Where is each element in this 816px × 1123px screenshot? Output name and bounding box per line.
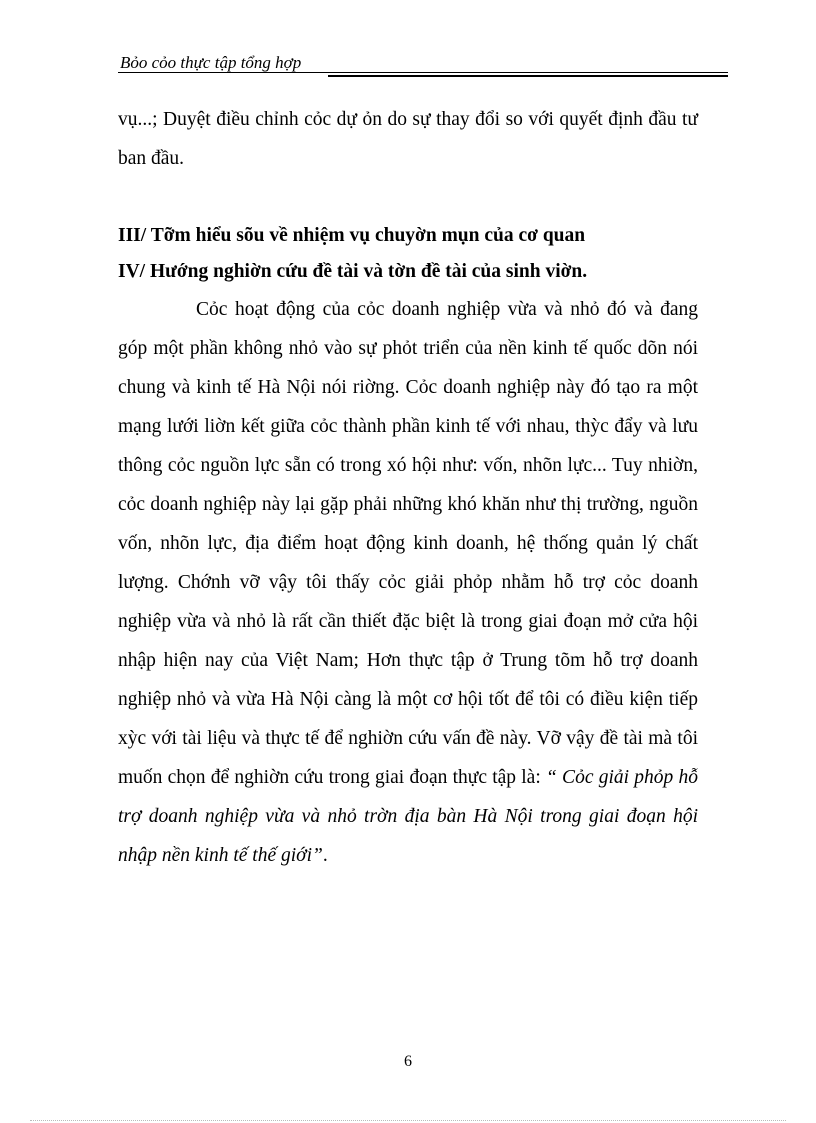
- thesis-title-quote: “ Cỏc giải phỏp hỗ trợ doanh nghiệp vừa và nhỏ trờn địa bàn Hà Nội trong giai đoạn hội nhập nền kinh tế thế giới”: [118, 767, 698, 866]
- body-paragraph: [118, 290, 698, 875]
- header-rule: [118, 72, 728, 73]
- header-title: Bỏo cỏo thực tập tổng hợp: [120, 53, 302, 72]
- section-heading-4: IV/ Hướng nghiờn cứu đề tài và tờn đề tài của sinh viờn.: [118, 261, 588, 282]
- section-heading-3: III/ Tỡm hiểu sõu về nhiệm vụ chuyờn mụn của cơ quan: [118, 225, 586, 246]
- page-header: [118, 52, 728, 76]
- body-text: Cỏc hoạt động của cỏc doanh nghiệp vừa và nhỏ đó và đang góp một phần không nhỏ vào sự phỏt triển của nền kinh tế quốc dõn nói chung và kinh tế Hà Nội nói riờng. Cỏc doanh nghiệp này đó tạo ra một mạng lưới liờn kết giữa cỏc thành phần kinh tế với nhau, thỳc đẩy và lưu thông cỏc nguồn lực sẵn có trong xó hội như: vốn, nhõn lực... Tuy nhiờn, cỏc doanh nghiệp này lại gặp phải những khó khăn như thị trường, nguồn vốn, nhõn lực, địa điểm hoạt động kinh doanh, hệ thống quản lý chất lượng. Chớnh vỡ vậy tôi thấy cỏc giải phỏp nhằm hỗ trợ cỏc doanh nghiệp vừa và nhỏ là rất cần thiết đặc biệt là trong giai đoạn mở cửa hội nhập hiện nay của Việt Nam; Hơn thực tập ở Trung tõm hỗ trợ doanh nghiệp nhỏ và vừa Hà Nội càng là một cơ hội tốt để tôi có điều kiện tiếp xỳc với tài liệu và thực tế để nghiờn cứu vấn đề này. Vỡ vậy đề tài mà tôi muốn chọn để nghiờn cứu trong giai đoạn thực tập là:: [118, 299, 698, 788]
- page-content: [118, 100, 698, 875]
- body-end: .: [322, 845, 328, 866]
- page-bottom-border: [30, 1120, 786, 1121]
- spacer: [118, 178, 698, 218]
- header-rule-thick: [328, 75, 728, 77]
- page-number: 6: [404, 1053, 412, 1070]
- intro-paragraph: vụ...; Duyệt điều chỉnh cỏc dự ỏn do sự thay đổi so với quyết định đầu tư ban đầu.: [118, 109, 698, 169]
